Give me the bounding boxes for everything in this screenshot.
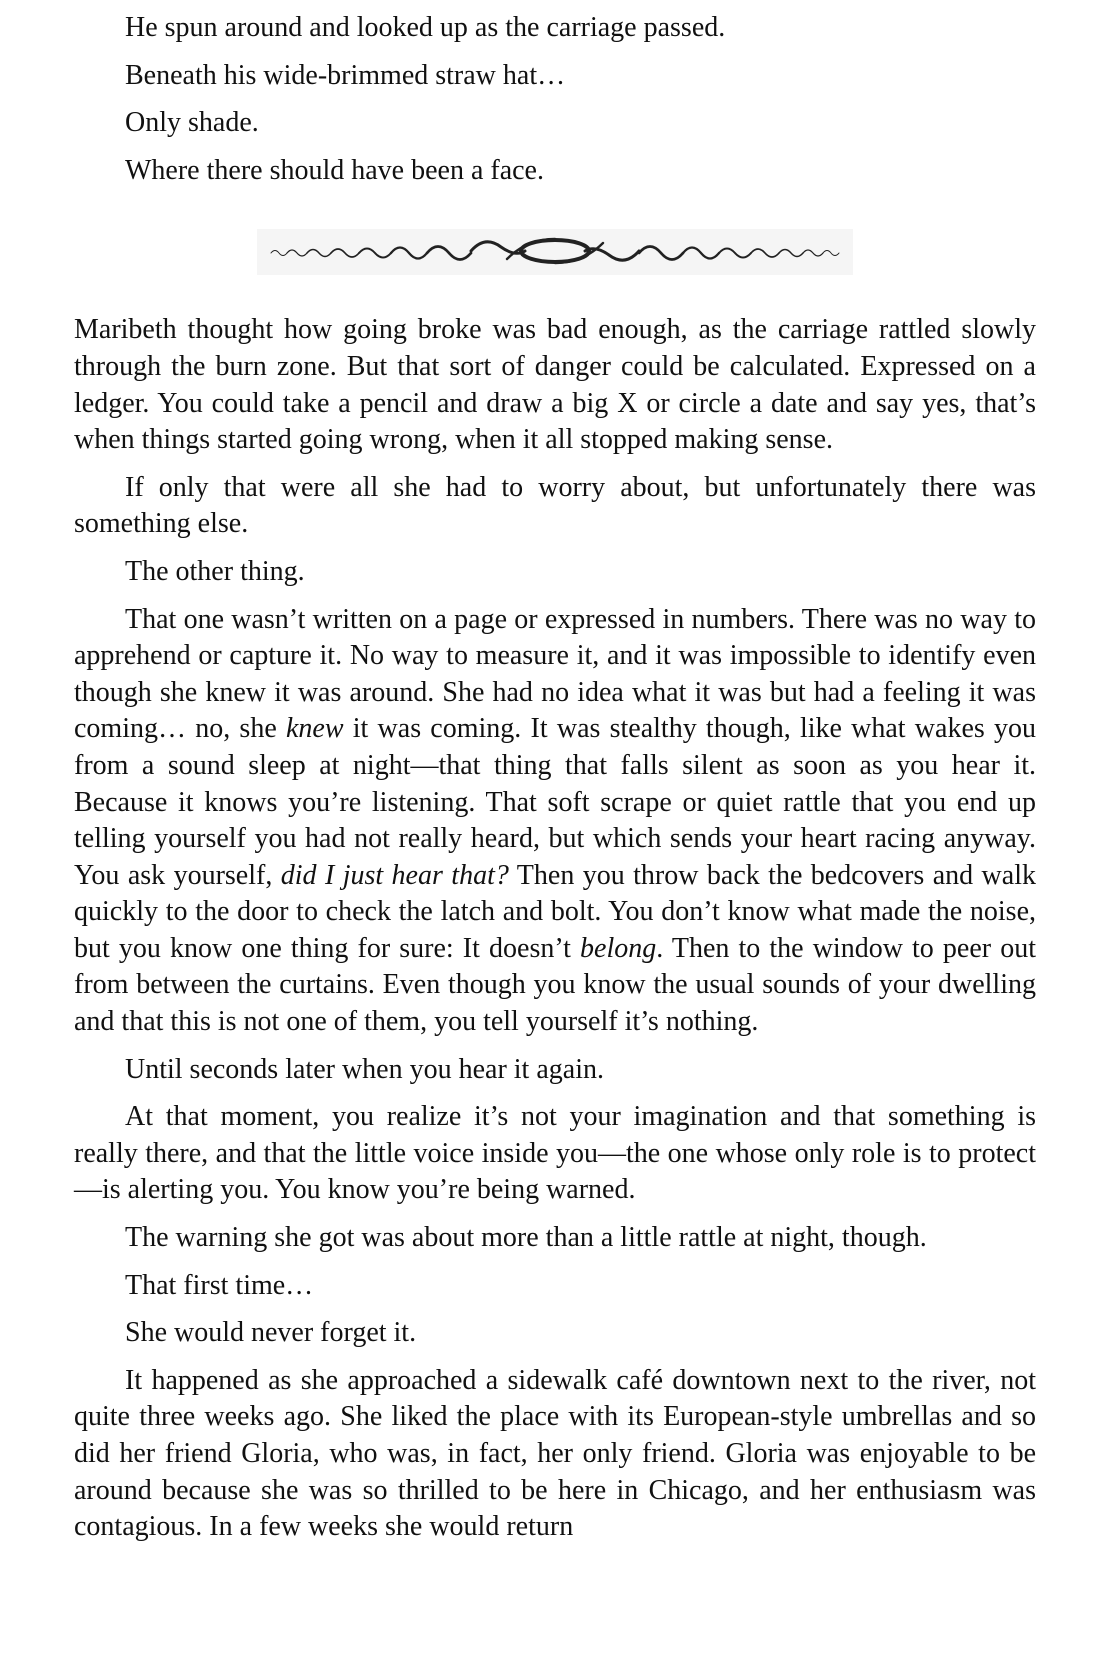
paragraph-4-text-c: it was coming. It was stealthy though, like what wakes you from a sound sleep at night—that thing that falls silent as soon as you hear it. Because it knows you’re listening. That soft scrape or quiet rattle that you end up telling yourself you had not really heard, but which sends your heart racing anyway. You ask yourself, — [74, 713, 1037, 891]
paragraph-4-text-e: Then you throw back the bedcovers and walk quickly to the door to check the latch and bolt. You don’t know what made the noise, but you know one thing for sure: It doesn’t — [74, 859, 1036, 964]
paragraph-7: The warning she got was about more than a little rattle at night, though. — [125, 1222, 927, 1254]
paragraph-5: Until seconds later when you hear it again. — [125, 1053, 604, 1085]
opening-line-3: Only shade. — [125, 107, 259, 139]
paragraph-9: She would never forget it. — [125, 1317, 417, 1349]
paragraph-4-emphasis-knew: knew — [286, 713, 344, 745]
paragraph-4-emphasis-question: did I just hear that? — [280, 859, 509, 891]
paragraph-4-text-a: That one wasn’t written on a page or expressed in numbers. There was no way to apprehend or capture it. No way to measure it, and it was impossible to identify even though she knew it was around. She had no idea what it was but had a feeling it was coming… no, she — [74, 603, 1036, 745]
paragraph-1: Maribeth thought how going broke was bad enough, as the carriage rattled slowly through the burn zone. But that sort of danger could be calculated. Expressed on a ledger. You could take a pencil and draw a big X or circle a date and say yes, that’s when things started going wrong, when it all stopped making sense. — [74, 314, 1036, 456]
paragraph-6: At that moment, you realize it’s not your imagination and that something is really there, and that the little voice inside you—the one whose only role is to protect—is alerting you. You know you’re being warned. — [74, 1101, 1036, 1206]
paragraph-4-emphasis-belong: belong — [580, 932, 657, 964]
paragraph-2: If only that were all she had to worry about, but unfortunately there was something else. — [74, 471, 1036, 540]
paragraph-4-text-g: . Then to the window to peer out from between the curtains. Even though you know the usual sounds of your dwelling and that this is not one of them, you tell yourself it’s nothing. — [74, 932, 1036, 1038]
book-page — [74, 10, 1036, 1557]
opening-line-2: Beneath his wide-brimmed straw hat… — [125, 59, 566, 91]
paragraph-3: The other thing. — [125, 555, 305, 587]
paragraph-4 — [74, 602, 1036, 1041]
scroll-divider-icon — [257, 229, 853, 275]
opening-line-4: Where there should have been a face. — [125, 154, 544, 186]
opening-line-1: He spun around and looked up as the carriage passed. — [125, 12, 726, 43]
paragraph-8: That first time… — [125, 1269, 314, 1301]
scene-break-ornament — [74, 222, 1036, 282]
paragraph-10: It happened as she approached a sidewalk café downtown next to the river, not quite three weeks ago. She liked the place with its European-style umbrellas and so did her friend Gloria, who was, in fact, her only friend. Gloria was enjoyable to be around because she was so thrilled to be here in Chicago, and her enthusiasm was contagious. In a few weeks she would return — [74, 1364, 1036, 1543]
